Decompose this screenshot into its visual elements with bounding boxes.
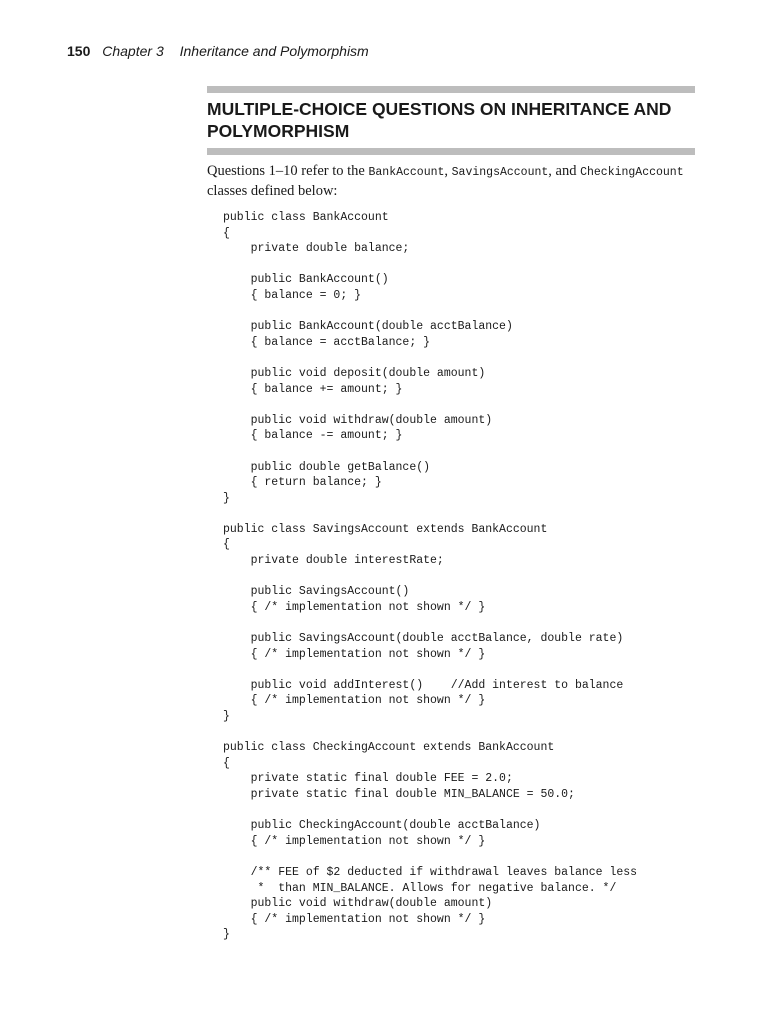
code-line: private double balance;	[223, 242, 410, 256]
intro-separator-1: ,	[444, 163, 452, 179]
code-line: public double getBalance()	[223, 460, 431, 474]
code-line: * than MIN_BALANCE. Allows for negative balance. */	[223, 881, 617, 895]
intro-text-after: classes defined below:	[207, 183, 338, 199]
running-head	[67, 42, 369, 60]
code-line: { return balance; }	[223, 476, 382, 490]
code-line: { balance = acctBalance; }	[223, 335, 431, 349]
code-line: public class CheckingAccount extends BankAccount	[223, 741, 555, 755]
code-line: public class SavingsAccount extends BankAccount	[223, 522, 548, 536]
code-line: }	[223, 710, 230, 723]
code-line: private static final double MIN_BALANCE = 50.0;	[223, 787, 575, 801]
class-name-checkingaccount: CheckingAccount	[580, 166, 684, 179]
code-line: { /* implementation not shown */ }	[223, 600, 486, 614]
heading-rule-bottom	[207, 148, 695, 155]
code-line: { /* implementation not shown */ }	[223, 694, 486, 708]
code-line: { balance += amount; }	[223, 382, 403, 396]
intro-paragraph	[207, 162, 707, 200]
code-line: public CheckingAccount(double acctBalance)	[223, 819, 541, 833]
code-line: private double interestRate;	[223, 554, 444, 568]
code-line: { /* implementation not shown */ }	[223, 647, 486, 661]
intro-separator-2: , and	[548, 163, 581, 179]
code-line: public SavingsAccount()	[223, 585, 410, 599]
code-line: { balance = 0; }	[223, 288, 362, 302]
code-line: /** FEE of $2 deducted if withdrawal leaves balance less	[223, 865, 638, 879]
code-line: public void addInterest() //Add interest to balance	[223, 678, 624, 692]
intro-text-before: Questions 1–10 refer to the	[207, 163, 369, 179]
code-listing	[223, 210, 637, 943]
code-line: { /* implementation not shown */ }	[223, 912, 486, 926]
code-line: {	[223, 538, 230, 552]
code-line: private static final double FEE = 2.0;	[223, 772, 513, 786]
code-line: public void withdraw(double amount)	[223, 413, 493, 427]
code-line: { /* implementation not shown */ }	[223, 834, 486, 848]
code-line: public void withdraw(double amount)	[223, 897, 493, 911]
class-name-bankaccount: BankAccount	[368, 166, 445, 179]
heading-rule-top	[207, 86, 695, 93]
chapter-label: Chapter 3	[102, 43, 164, 59]
code-line: {	[223, 226, 230, 240]
page-number: 150	[67, 43, 91, 59]
code-line: }	[223, 928, 230, 942]
code-line: { balance -= amount; }	[223, 429, 403, 443]
section-heading: MULTIPLE-CHOICE QUESTIONS ON INHERITANCE AND POLYMORPHISM	[207, 99, 672, 141]
code-line: }	[223, 491, 230, 505]
code-line: public class BankAccount	[223, 211, 389, 224]
class-name-savingsaccount: SavingsAccount	[451, 166, 549, 179]
chapter-title: Inheritance and Polymorphism	[179, 43, 369, 59]
code-line: public BankAccount()	[223, 273, 389, 287]
code-line: public SavingsAccount(double acctBalance, double rate)	[223, 632, 624, 646]
code-line: {	[223, 756, 230, 770]
code-line: public void deposit(double amount)	[223, 366, 486, 380]
code-line: public BankAccount(double acctBalance)	[223, 320, 513, 334]
